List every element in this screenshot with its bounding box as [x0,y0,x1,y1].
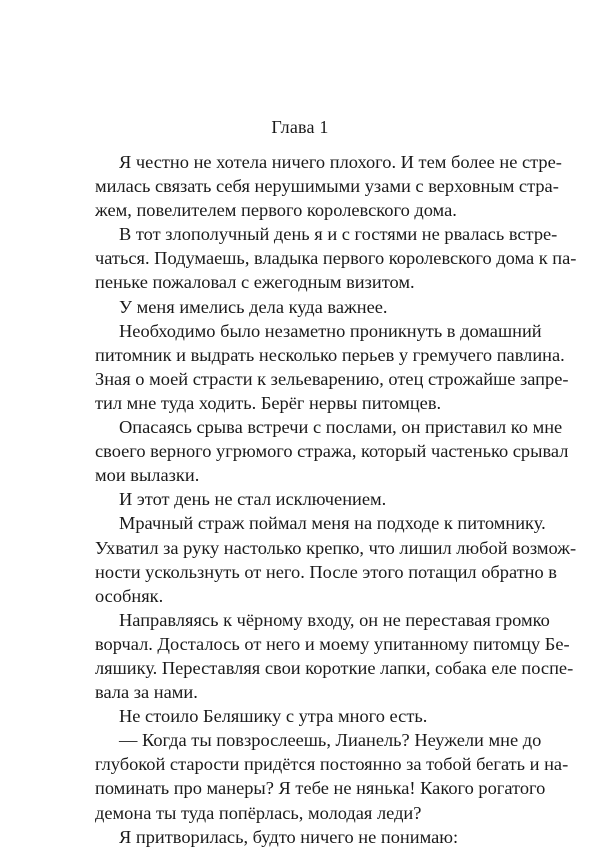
text-line: поминать про манеры? Я тебе не нянька! Какого рогатого [95,778,546,799]
text-line: — Когда ты повзрослеешь, Лианель? Неужели мне до [119,730,542,751]
text-line: Опасаясь срыва встречи с послами, он приставил ко мне [119,417,563,438]
text-line: милась связать себя нерушимыми узами с верховным стра- [95,176,559,197]
text-line: ности ускользнуть от него. После этого потащил обратно в [95,561,557,582]
text-line: Направляясь к чёрному входу, он не переставая громко [119,609,550,630]
text-line: особняк. [95,585,164,606]
text-line: Мрачный страж поймал меня на подходе к питомнику. [119,513,546,534]
text-line: У меня имелись дела куда важнее. [119,296,388,317]
text-line: Зная о моей страсти к зельеварению, отец строжайше запре- [95,368,569,389]
text-line: питомник и выдрать несколько перьев у гремучего павлина. [95,344,565,365]
text-line: вала за нами. [95,682,198,703]
text-line: чаться. Подумаешь, владыка первого королевского дома к па- [95,248,577,269]
text-line: Ухватил за руку настолько крепко, что лишил любой возмож- [95,537,577,558]
text-line: мои вылазки. [95,465,200,486]
text-line: пеньке пожаловал с ежегодным визитом. [95,272,415,293]
text-line: В тот злополучный день я и с гостями не рвалась встре- [119,224,558,245]
chapter-title: Глава 1 [271,117,329,137]
text-line: демона ты туда попёрлась, молодая леди? [95,802,422,823]
text-line: ворчал. Досталось от него и моему упитанному питомцу Бе- [95,633,570,654]
text-line: глубокой старости придётся постоянно за тобой бегать и на- [95,754,569,775]
text-line: жем, повелителем первого королевского дома. [95,200,457,221]
text-line: Я честно не хотела ничего плохого. И тем более не стре- [119,152,562,172]
text-line: своего верного угрюмого стража, который частенько срывал [95,441,569,462]
text-line: Не стоило Беляшику с утра много есть. [119,706,428,727]
text-line: И этот день не стал исключением. [119,489,387,510]
text-line: тил мне туда ходить. Берёг нервы питомцев. [95,392,442,413]
text-line: Я притворилась, будто ничего не понимаю: [119,826,459,847]
text-line: ляшику. Переставляя свои короткие лапки, собака еле поспе- [95,657,574,678]
text-line: Необходимо было незаметно проникнуть в домашний [119,320,542,341]
body-text [95,150,577,849]
